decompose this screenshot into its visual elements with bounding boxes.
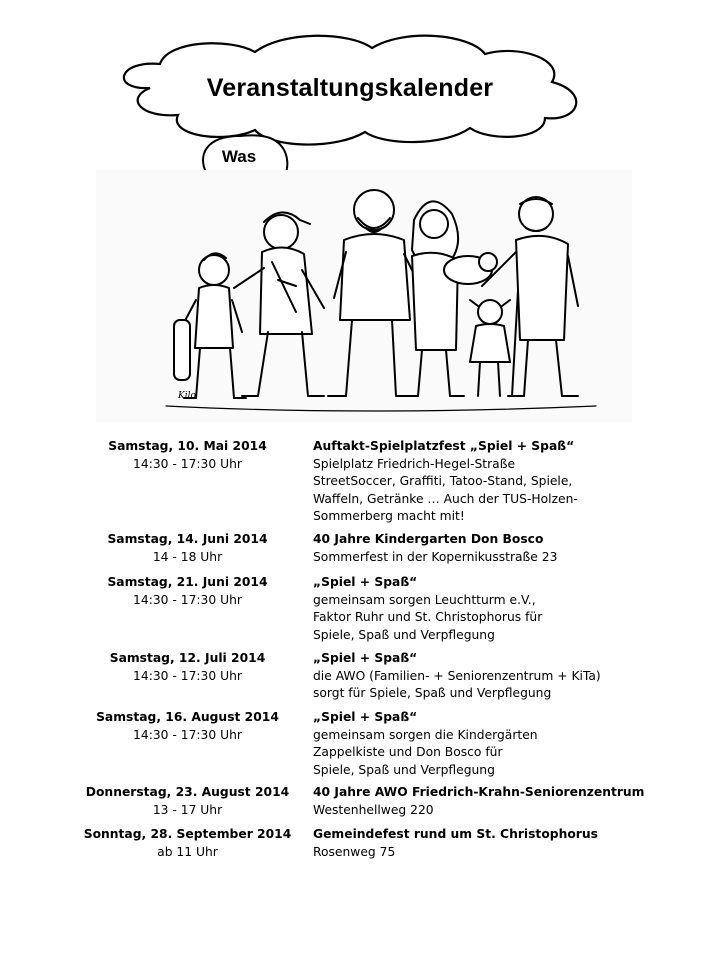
event-title: 40 Jahre Kindergarten Don Bosco <box>313 532 544 546</box>
event-line: Spiele, Spaß und Verpflegung <box>313 762 495 777</box>
speech-bubble-text: Was <box>221 147 257 166</box>
event-line: Faktor Ruhr und St. Christophorus für <box>313 610 543 625</box>
event-date: Sonntag, 28. September 2014 <box>83 827 292 841</box>
event-time: 14:30 - 17:30 Uhr <box>133 592 242 607</box>
event-line: gemeinsam sorgen die Kindergärten <box>313 727 538 742</box>
event-title: Auftakt-Spielplatzfest „Spiel + Spaß“ <box>313 439 575 453</box>
event-date: Samstag, 21. Juni 2014 <box>107 575 268 589</box>
event-title: „Spiel + Spaß“ <box>313 575 418 589</box>
event-time: 14:30 - 17:30 Uhr <box>133 727 242 742</box>
event-line: Sommerberg macht mit! <box>313 509 465 524</box>
event-title: 40 Jahre AWO Friedrich-Krahn-Seniorenzentrum <box>313 785 645 799</box>
page-title: Veranstaltungskalender <box>206 74 494 102</box>
event-line: Westenhellweg 220 <box>313 802 434 817</box>
event-line: Waffeln, Getränke … Auch der TUS-Holzen- <box>313 491 578 506</box>
event-line: sorgt für Spiele, Spaß und Verpflegung <box>313 686 552 701</box>
event-date: Samstag, 14. Juni 2014 <box>107 532 268 546</box>
event-title: „Spiel + Spaß“ <box>313 651 418 665</box>
event-line: Zappelkiste und Don Bosco für <box>313 745 503 760</box>
event-time: 14:30 - 17:30 Uhr <box>133 456 242 471</box>
event-time: 14 - 18 Uhr <box>152 549 223 564</box>
artist-signature: Kilo <box>178 391 196 401</box>
event-line: Spiele, Spaß und Verpflegung <box>313 627 495 642</box>
event-title: Gemeindefest rund um St. Christophorus <box>313 827 598 841</box>
event-title: „Spiel + Spaß“ <box>313 710 418 724</box>
event-date: Samstag, 10. Mai 2014 <box>108 439 267 453</box>
event-time: 14:30 - 17:30 Uhr <box>133 668 242 683</box>
event-line: Sommerfest in der Kopernikusstraße 23 <box>313 549 558 564</box>
event-line: Rosenweg 75 <box>313 844 396 859</box>
event-time: 13 - 17 Uhr <box>152 802 223 817</box>
event-date: Donnerstag, 23. August 2014 <box>85 785 290 799</box>
event-line: die AWO (Familien- + Seniorenzentrum + KiTa) <box>313 668 601 683</box>
event-line: Spielplatz Friedrich-Hegel-Straße <box>313 456 516 471</box>
cartoon-people-illustration <box>96 170 632 422</box>
event-time: ab 11 Uhr <box>157 844 218 859</box>
event-line: gemeinsam sorgen Leuchtturm e.V., <box>313 592 536 607</box>
event-date: Samstag, 12. Juli 2014 <box>109 651 266 665</box>
event-date: Samstag, 16. August 2014 <box>96 710 279 724</box>
event-line: StreetSoccer, Graffiti, Tatoo-Stand, Spiele, <box>313 474 573 489</box>
